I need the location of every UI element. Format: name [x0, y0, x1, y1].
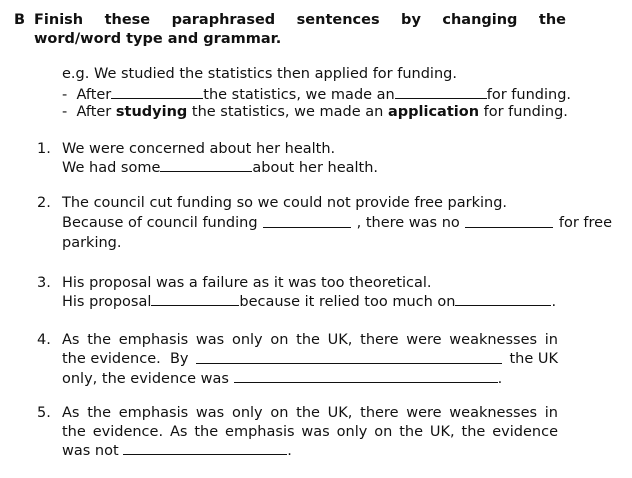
answer-blank[interactable] — [395, 85, 487, 99]
paraphrase-text: . — [497, 371, 503, 387]
item-1-sentence: We were concerned about her health. — [62, 141, 336, 157]
example-line-2 — [62, 103, 568, 121]
item-number: 1. — [37, 141, 51, 157]
example-text: for funding. — [486, 87, 572, 103]
example-intro: e.g. We studied the statistics then applied for funding. — [62, 66, 457, 82]
item-5-paraphrase — [62, 441, 292, 460]
answer-blank[interactable] — [234, 369, 498, 383]
answer-blank[interactable] — [160, 158, 252, 172]
paraphrase-text: . — [551, 294, 557, 310]
item-number: 2. — [37, 195, 51, 211]
paraphrase-text: , there was no — [356, 215, 460, 231]
example-text: the statistics, we made an — [187, 104, 388, 120]
item-3-paraphrase — [62, 292, 556, 311]
paraphrase-text: . — [287, 443, 292, 459]
item-4-paraphrase-cont — [62, 369, 502, 388]
paraphrase-text: about her health. — [252, 160, 379, 176]
item-number: 3. — [37, 275, 51, 291]
item-2-paraphrase — [62, 214, 612, 232]
example-text: for funding. — [479, 104, 568, 120]
item-number: 4. — [37, 332, 51, 348]
paraphrase-text: only, the evidence was — [62, 371, 229, 387]
example-text: the statistics, we made an — [203, 87, 395, 103]
example-text: After — [76, 104, 116, 120]
item-4-sentence: As the emphasis was only on the UK, there were weaknesses in — [62, 332, 558, 348]
paraphrase-text: His proposal — [62, 294, 152, 310]
example-text: After — [76, 87, 112, 103]
paraphrase-text: the UK — [509, 351, 558, 367]
item-4-paraphrase — [62, 350, 558, 368]
item-1-paraphrase — [62, 158, 378, 177]
answer-blank[interactable] — [465, 214, 553, 228]
answer-blank[interactable] — [111, 85, 203, 99]
answer-blank[interactable] — [455, 292, 551, 306]
example-line-1 — [62, 85, 571, 104]
item-2-sentence: The council cut funding so we could not provide free parking. — [62, 195, 508, 211]
item-5-sentence: As the emphasis was only on the UK, there were weaknesses in — [62, 405, 558, 421]
answer-blank[interactable] — [123, 441, 287, 455]
paraphrase-text: Because of council funding — [62, 215, 258, 231]
example-dash: - — [62, 87, 68, 103]
item-5-sentence-cont: the evidence. As the emphasis was only on the UK, the evidence — [62, 424, 558, 440]
paraphrase-text: for free — [558, 215, 612, 231]
item-3-sentence: His proposal was a failure as it was too theoretical. — [62, 275, 432, 291]
example-keyword: studying — [115, 104, 188, 120]
item-2-paraphrase-cont: parking. — [62, 235, 122, 251]
paraphrase-text: because it relied too much on — [239, 294, 456, 310]
paraphrase-text: was not — [62, 443, 119, 459]
instruction-line-1: Finish these paraphrased sentences by changing the — [34, 12, 566, 28]
example-keyword: application — [387, 104, 480, 120]
instruction-line-2: word/word type and grammar. — [34, 31, 282, 47]
example-dash: - — [62, 104, 68, 120]
answer-blank[interactable] — [196, 350, 502, 364]
exercise-letter: B — [14, 12, 26, 28]
answer-blank[interactable] — [263, 214, 351, 228]
paraphrase-text: We had some — [62, 160, 161, 176]
paraphrase-text: the evidence. By — [62, 351, 189, 367]
answer-blank[interactable] — [151, 292, 239, 306]
item-number: 5. — [37, 405, 51, 421]
